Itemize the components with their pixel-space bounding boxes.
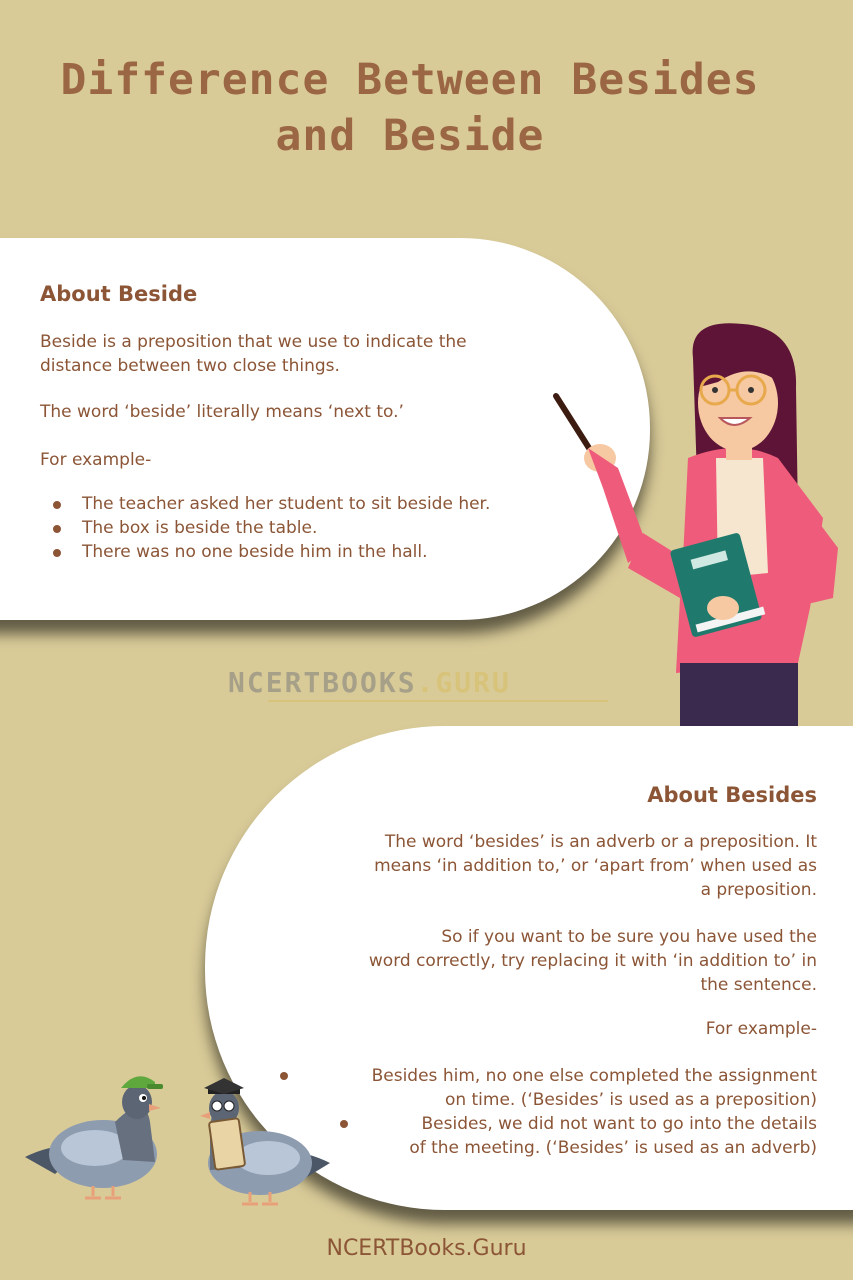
beside-definition-line-2: distance between two close things. [40,356,340,376]
besides-definition-line-1: The word ‘besides’ is an adverb or a preposition. It [384,832,817,852]
besides-definition-line-3: a preposition. [700,880,817,900]
besides-example-list [260,1064,817,1160]
bullet-icon [340,1120,348,1128]
beside-definition [40,330,467,378]
title-line-1: Difference Between Besides [60,55,760,105]
list-item: There was no one beside him in the hall. [40,540,490,564]
besides-example-1-line-1: Besides him, no one else completed the assignment [371,1066,817,1086]
teacher-illustration [548,318,848,726]
beside-example-label: For example- [40,450,152,470]
watermark-underline [268,700,608,702]
list-item: The teacher asked her student to sit beside her. [40,492,490,516]
pigeon-cap-illustration [15,1062,175,1204]
watermark-suffix: .GURU [416,666,511,699]
besides-usage-tip-line-2: word correctly, try replacing it with ‘in addition to’ in [368,951,817,971]
pigeon-graduate-illustration [190,1068,340,1208]
besides-example-2-line-2: of the meeting. (‘Besides’ is used as an adverb) [409,1138,817,1158]
besides-heading: About Besides [647,783,817,807]
beside-heading: About Beside [40,282,198,306]
beside-example-list [40,492,490,564]
list-item [260,1112,817,1160]
title-line-2: and Beside [275,111,545,161]
besides-example-2-line-1: Besides, we did not want to go into the details [421,1114,817,1134]
besides-example-label: For example- [705,1019,817,1039]
watermark-main: NCERTBOOKS [228,666,417,699]
beside-meaning: The word ‘beside’ literally means ‘next to.’ [40,402,404,422]
beside-definition-line-1: Beside is a preposition that we use to indicate the [40,332,467,352]
besides-example-1-line-2: on time. (‘Besides’ is used as a preposition) [444,1090,817,1110]
besides-definition-line-2: means ‘in addition to,’ or ‘apart from’ when used as [374,856,817,876]
page-title [60,52,760,164]
besides-usage-tip-line-1: So if you want to be sure you have used the [441,927,817,947]
besides-usage-tip [260,925,817,997]
watermark [228,666,511,699]
besides-usage-tip-line-3: the sentence. [700,975,817,995]
list-item [260,1064,817,1112]
besides-definition [260,830,817,902]
list-item: The box is beside the table. [40,516,490,540]
footer-brand: NCERTBooks.Guru [326,1236,527,1261]
